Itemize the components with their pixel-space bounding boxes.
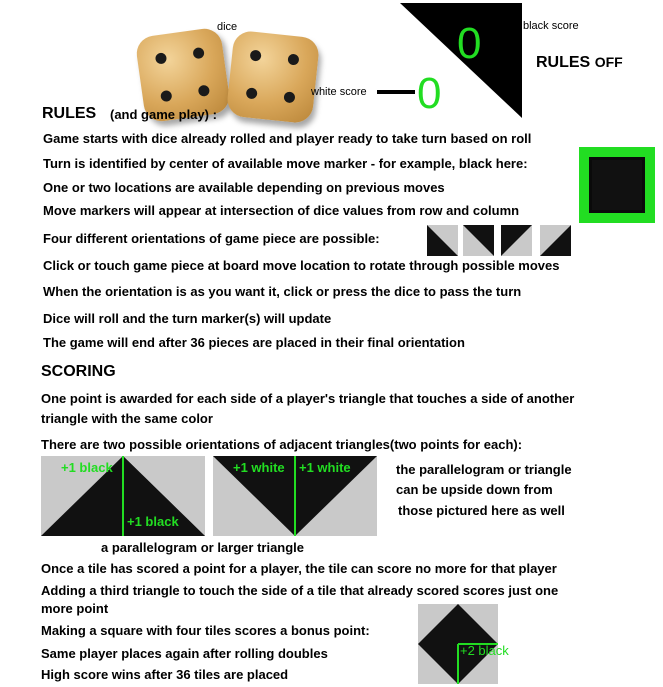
scoring-title: SCORING bbox=[41, 363, 116, 380]
orientation-tile-4 bbox=[540, 225, 571, 256]
rule-line: One or two locations are available depending on previous moves bbox=[43, 180, 445, 195]
rule-line: Turn is identified by center of available move marker - for example, black here: bbox=[43, 156, 528, 171]
example1-label-top: +1 black bbox=[61, 460, 113, 475]
rules-title: RULES bbox=[42, 105, 97, 122]
scoring-line: High score wins after 36 tiles are placed bbox=[41, 667, 289, 682]
scoring-line: triangle with the same color bbox=[41, 411, 213, 426]
rule-line: Four different orientations of game piece are possible: bbox=[43, 231, 380, 246]
white-score-pointer bbox=[377, 90, 415, 94]
side-note-line: the parallelogram or triangle bbox=[396, 462, 572, 477]
turn-marker-example bbox=[579, 147, 655, 223]
white-score: 0 bbox=[417, 69, 442, 118]
example-caption: a parallelogram or larger triangle bbox=[101, 540, 305, 555]
black-score-pointer bbox=[482, 24, 520, 28]
scoring-line: Adding a third triangle to touch the side of a tile that already scored scores just one bbox=[41, 583, 559, 598]
scoring-line: more point bbox=[41, 601, 109, 616]
dice-label: dice bbox=[217, 21, 238, 33]
rule-line: The game will end after 36 pieces are placed in their final orientation bbox=[43, 335, 465, 350]
rule-line: When the orientation is as you want it, click or press the dice to pass the turn bbox=[43, 284, 522, 299]
orientation-tile-3 bbox=[501, 225, 532, 256]
example1-label-bottom: +1 black bbox=[127, 514, 179, 529]
scoring-line: Making a square with four tiles scores a bonus point: bbox=[41, 623, 370, 638]
white-score-label: white score bbox=[311, 86, 367, 98]
rules-toggle-button[interactable] bbox=[536, 54, 623, 72]
black-score: 0 bbox=[457, 19, 482, 68]
rule-line: Click or touch game piece at board move location to rotate through possible moves bbox=[43, 258, 560, 273]
turn-marker-center bbox=[589, 157, 645, 213]
rule-line: Game starts with dice already rolled and player ready to take turn based on roll bbox=[43, 131, 532, 146]
example2-label-left: +1 white bbox=[233, 460, 285, 475]
rules-toggle-state: OFF bbox=[594, 54, 623, 70]
scoring-line: There are two possible orientations of adjacent triangles(two points for each): bbox=[41, 437, 523, 452]
side-note-line: those pictured here as well bbox=[398, 503, 565, 518]
black-score-label: black score bbox=[523, 20, 579, 32]
orientation-tile-1 bbox=[427, 225, 458, 256]
die-2 bbox=[226, 30, 321, 125]
bonus-label: +2 black bbox=[460, 643, 509, 658]
orientation-tile-2 bbox=[463, 225, 494, 256]
rule-line: Dice will roll and the turn marker(s) will update bbox=[43, 311, 332, 326]
rules-subtitle: (and game play) : bbox=[110, 107, 217, 122]
scoring-line: Once a tile has scored a point for a player, the tile can score no more for that player bbox=[41, 561, 557, 576]
rule-line: Move markers will appear at intersection of dice values from row and column bbox=[43, 203, 520, 218]
scoring-line: One point is awarded for each side of a player's triangle that touches a side of another bbox=[41, 391, 575, 406]
scoring-line: Same player places again after rolling doubles bbox=[41, 646, 328, 661]
example2-label-right: +1 white bbox=[299, 460, 351, 475]
side-note-line: can be upside down from bbox=[396, 482, 553, 497]
rules-toggle-label: RULES bbox=[536, 54, 591, 71]
